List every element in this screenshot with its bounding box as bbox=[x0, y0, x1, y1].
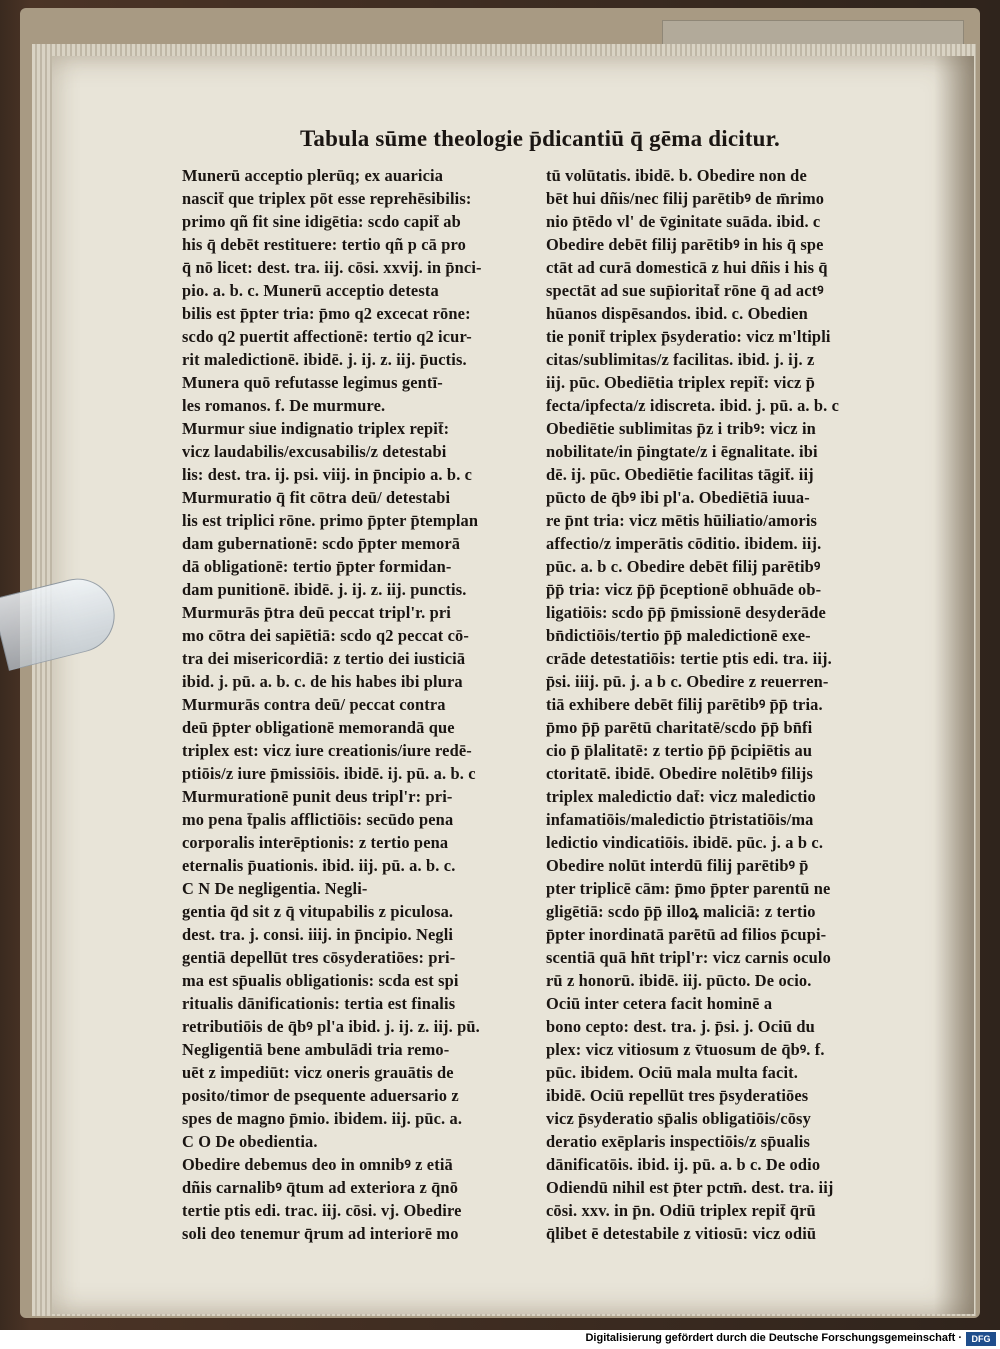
text-line: his q̄ debēt restituere: tertio qñ p cā pro bbox=[182, 235, 467, 254]
text-line: gentia q̄d sit z q̄ vitupabilis z piculosa. bbox=[182, 902, 454, 921]
text-line: Ociū inter cetera facit hominē a bbox=[546, 994, 773, 1013]
text-line: dñis carnalibꝰ q̄tum ad exteriora z q̄nō bbox=[182, 1178, 459, 1197]
text-line: bēt hui dñis/nec filij parētibꝰ de m̄rimo bbox=[546, 189, 825, 208]
text-line: q̄ nō licet: dest. tra. iij. cōsi. xxvij. in p̄nci- bbox=[182, 258, 482, 277]
text-line: Murmurationē punit deus tripl'r: pri- bbox=[182, 787, 453, 806]
text-line: Munerū acceptio plerūq; ex auaricia bbox=[182, 166, 444, 185]
text-line: citas/sublimitas/z facilitas. ibid. j. ij. z bbox=[546, 350, 815, 369]
digitization-footer bbox=[0, 1330, 1000, 1349]
text-line: nobilitate/in p̄ingtate/z i ēgnalitate. ibi bbox=[546, 442, 818, 461]
text-line: deratio exēplaris inspectiōis/z sp̄ualis bbox=[546, 1132, 811, 1151]
text-line: crāde detestatiōis: tertie ptis edi. tra. iij. bbox=[546, 649, 832, 668]
text-line: bilis est p̄pter tria: p̄mo q2 excecat rōne: bbox=[182, 304, 471, 323]
text-line: Murmurās contra deū/ peccat contra bbox=[182, 695, 446, 714]
text-line: ibidē. Ociū repellūt tres p̄syderatiōes bbox=[546, 1086, 809, 1105]
text-line: gligētiā: scdo p̄p̄ illoꝝ maliciā: z tertio bbox=[546, 902, 816, 921]
text-line: iij. pūc. Obediētia triplex repit̄: vicz p̄ bbox=[546, 373, 815, 392]
text-line: les romanos. f. De murmure. bbox=[182, 396, 386, 415]
text-line: Obediētie sublimitas p̄z i tribꝰ: vicz in bbox=[546, 419, 816, 438]
text-line: C O De obedientia. bbox=[182, 1132, 318, 1151]
text-line: q̄libet ē detestabile z vitiosū: vicz odiū bbox=[546, 1224, 817, 1243]
text-line: p̄si. iiij. pū. j. a b c. Obedire z reuerren- bbox=[546, 672, 829, 691]
text-line: nascit̄ que triplex pōt esse reprehēsibilis: bbox=[182, 189, 472, 208]
text-line: scdo q2 puertit affectionē: tertio q2 icur- bbox=[182, 327, 472, 346]
text-line: Obedire debēt filij parētibꝰ in his q̄ spe bbox=[546, 235, 824, 254]
text-line: mo cōtra dei sapiētiā: scdo q2 peccat cō- bbox=[182, 626, 470, 645]
text-line: ptiōis/z iure p̄missiōis. ibidē. ij. pū. a. b. c bbox=[182, 764, 476, 783]
text-line: Odiendū nihil est p̄ter pctm̄. dest. tra. iij bbox=[546, 1178, 834, 1197]
text-line: Negligentiā bene ambulādi tria remo- bbox=[182, 1040, 450, 1059]
text-line: p̄pter inordinatā parētū ad filios p̄cupi- bbox=[546, 925, 827, 944]
text-line: lis est triplici rōne. primo p̄pter p̄templan bbox=[182, 511, 479, 530]
text-line: soli deo tenemur q̄rum ad interiorē mo bbox=[182, 1224, 459, 1243]
running-head: Tabula sūme theologie p̄dicantiū q̄ gēma dicitur. bbox=[300, 126, 780, 151]
text-line: Munera quō refutasse legimus gentī- bbox=[182, 373, 443, 392]
text-line: pūcto de q̄bꝰ ibi pl'a. Obediētiā iuua- bbox=[546, 488, 810, 507]
text-line: p̄p̄ tria: vicz p̄p̄ p̄ceptionē obhuāde ob- bbox=[546, 580, 822, 599]
text-line: retributiōis de q̄bꝰ pl'a ibid. j. ij. z. iij. pū. bbox=[182, 1017, 480, 1036]
text-line: pter triplicē cām: p̄mo p̄pter parentū ne bbox=[546, 879, 831, 898]
text-line: dē. ij. pūc. Obediētie facilitas tāgit̄. iij bbox=[546, 465, 814, 484]
text-line: mo pena t̄palis afflictiōis: secūdo pena bbox=[182, 810, 454, 829]
right-text-column bbox=[546, 164, 900, 1245]
text-line: p̄mo p̄p̄ parētū charitatē/scdo p̄p̄ bn̄fi bbox=[546, 718, 813, 737]
text-line: dam punitionē. ibidē. j. ij. z. iij. punctis. bbox=[182, 580, 467, 599]
text-line: nio p̄tēdo vl' de v̄ginitate suāda. ibid. c bbox=[546, 212, 821, 231]
text-line: cōsi. xxv. in p̄n. Odiū triplex repit̄ q̄rū bbox=[546, 1201, 816, 1220]
text-line: lis: dest. tra. ij. psi. viij. in p̄ncipio a. b. c bbox=[182, 465, 473, 484]
text-line: cio p̄ p̄lalitatē: z tertio p̄p̄ p̄cipiētis au bbox=[546, 741, 813, 760]
text-line: fecta/ipfecta/z idiscreta. ibid. j. pū. a. b. c bbox=[546, 396, 840, 415]
text-line: dest. tra. j. consi. iiij. in p̄ncipio. Negli bbox=[182, 925, 454, 944]
text-line: ctāt ad curā domesticā z hui dñis i his q̄ bbox=[546, 258, 828, 277]
text-line: Obedire debemus deo in omnibꝰ z etiā bbox=[182, 1155, 453, 1174]
text-line: Murmurās p̄tra deū peccat tripl'r. pri bbox=[182, 603, 451, 622]
text-line: Murmur siue indignatio triplex repit̄: bbox=[182, 419, 450, 438]
text-line: triplex maledictio dat̄: vicz maledictio bbox=[546, 787, 816, 806]
text-line: infamatiōis/maledictio p̄tristatiōis/ma bbox=[546, 810, 814, 829]
text-line: plex: vicz vitiosum z v̄tuosum de q̄bꝰ. f. bbox=[546, 1040, 825, 1059]
text-line: tra dei misericordiā: z tertio dei iusticiā bbox=[182, 649, 466, 668]
dfg-logo: DFG bbox=[966, 1332, 996, 1346]
text-line: Murmuratio q̄ fit cōtra deū/ detestabi bbox=[182, 488, 451, 507]
text-line: ledictio vindicatiōis. ibidē. pūc. j. a b c. bbox=[546, 833, 824, 852]
text-line: deū p̄pter obligationē memorandā que bbox=[182, 718, 455, 737]
text-line: dā obligationē: tertio p̄pter formidan- bbox=[182, 557, 452, 576]
text-line: ibid. j. pū. a. b. c. de his habes ibi plura bbox=[182, 672, 463, 691]
text-line: dam gubernationē: scdo p̄pter memorā bbox=[182, 534, 461, 553]
text-line: corporalis interēptionis: z tertio pena bbox=[182, 833, 449, 852]
text-line: Obedire nolūt interdū filij parētibꝰ p̄ bbox=[546, 856, 809, 875]
text-line: tiā exhibere debēt filij parētibꝰ p̄p̄ tria. bbox=[546, 695, 823, 714]
text-line: rit maledictionē. ibidē. j. ij. z. iij. p̄uctis. bbox=[182, 350, 467, 369]
text-line: ctoritatē. ibidē. Obedire nolētibꝰ filijs bbox=[546, 764, 814, 783]
text-line: pūc. a. b c. Obedire debēt filij parētibꝰ bbox=[546, 557, 821, 576]
text-line: affectio/z imperātis cōditio. ibidem. iij. bbox=[546, 534, 822, 553]
text-line: ligatiōis: scdo p̄p̄ p̄missionē desyderāde bbox=[546, 603, 826, 622]
text-line: tū volūtatis. ibidē. b. Obedire non de bbox=[546, 166, 807, 185]
text-line: eternalis p̄uationis. ibid. iij. pū. a. b. c. bbox=[182, 856, 456, 875]
text-line: bn̄dictiōis/tertio p̄p̄ maledictionē exe- bbox=[546, 626, 811, 645]
text-line: tertie ptis edi. trac. iij. cōsi. vj. Obedire bbox=[182, 1201, 462, 1220]
text-line: ma est sp̄ualis obligationis: scda est spi bbox=[182, 971, 459, 990]
text-line: re p̄nt tria: vicz mētis hūiliatio/amoris bbox=[546, 511, 818, 530]
text-line: tie ponit̄ triplex p̄syderatio: vicz m'ltipli bbox=[546, 327, 831, 346]
text-line: dānificatōis. ibid. ij. pū. a. b c. De odio bbox=[546, 1155, 821, 1174]
text-line: uēt z impediūt: vicz oneris grauātis de bbox=[182, 1063, 454, 1082]
text-line: hūanos dispēsandos. ibid. c. Obedien bbox=[546, 304, 808, 323]
text-line: spes de magno p̄mio. ibidem. iij. pūc. a. bbox=[182, 1109, 463, 1128]
text-line: spectāt ad sue sup̄ioritat̄ rōne q̄ ad actꝰ bbox=[546, 281, 824, 300]
text-line: pūc. ibidem. Ociū mala multa facit. bbox=[546, 1063, 799, 1082]
text-line: rū z honorū. ibidē. iij. pūcto. De ocio. bbox=[546, 971, 812, 990]
text-line: ritualis dānificationis: tertia est finalis bbox=[182, 994, 456, 1013]
footer-credit-text: Digitalisierung gefördert durch die Deutsche Forschungsgemeinschaft · bbox=[585, 1332, 962, 1344]
text-line: gentiā depellūt tres cōsyderatiōes: pri- bbox=[182, 948, 456, 967]
text-line: bono cepto: dest. tra. j. p̄si. j. Ociū du bbox=[546, 1017, 815, 1036]
text-line: vicz laudabilis/excusabilis/z detestabi bbox=[182, 442, 447, 461]
text-line: posito/timor de psequente aduersario z bbox=[182, 1086, 459, 1105]
text-line: primo qñ fit sine idigētia: scdo capit̄ ab bbox=[182, 212, 461, 231]
left-text-column bbox=[182, 164, 538, 1245]
page-gutter-shadow bbox=[934, 56, 974, 1314]
text-line: pio. a. b. c. Munerū acceptio detesta bbox=[182, 281, 439, 300]
text-line: triplex est: vicz iure creationis/iure redē- bbox=[182, 741, 472, 760]
text-line: C N De negligentia. Negli- bbox=[182, 879, 368, 898]
text-line: scentiā quā hn̄t tripl'r: vicz carnis oculo bbox=[546, 948, 831, 967]
text-line: vicz p̄syderatio sp̄alis obligatiōis/cōsy bbox=[546, 1109, 811, 1128]
